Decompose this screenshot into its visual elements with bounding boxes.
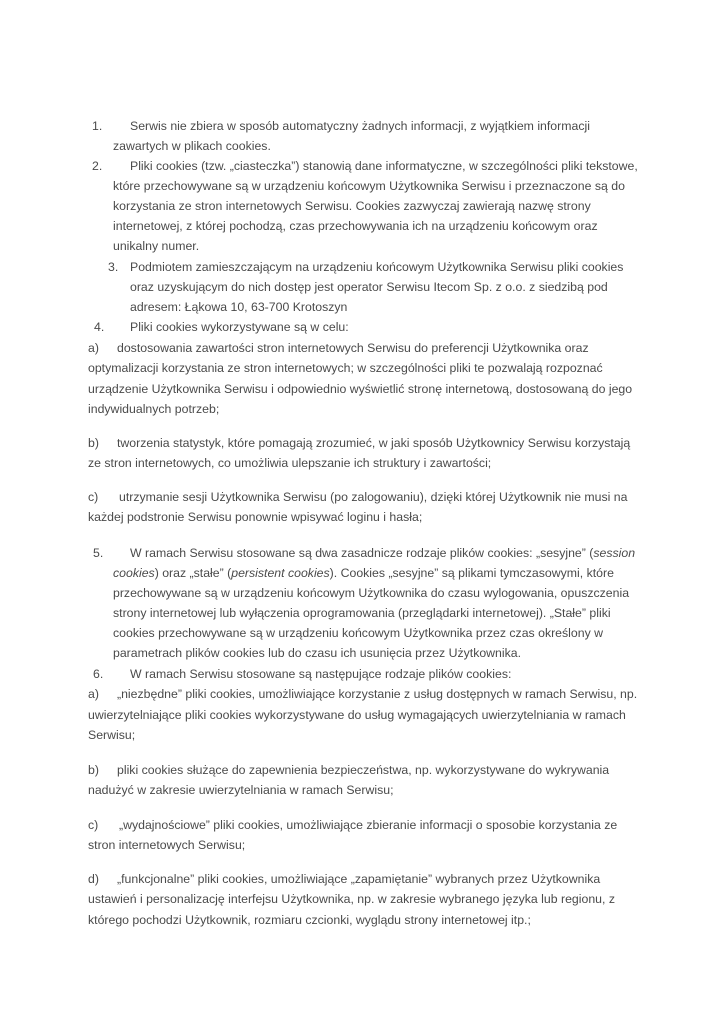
item-text-line: Pliki cookies wykorzystywane są w celu: [130,320,349,334]
item-number: 4. [94,320,105,334]
item-text-line: Podmiotem zamieszczającym na urządzeniu końcowym Użytkownika Serwisu pliki cookies [130,260,624,274]
list-text-line: uwierzytelniające pliki cookies wykorzystywane do usług wymagających uwierzytelniania w ramach [88,708,626,722]
list-text-line: optymalizacji korzystania ze stron internetowych; w szczególności pliki te pozwalają rozpoznać [88,361,603,375]
list-text-line: „wydajnościowe” pliki cookies, umożliwiające zbieranie informacji o sposobie korzystania ze [119,818,618,832]
list-text-line: ze stron internetowych, co umożliwia ulepszanie ich struktury i zawartości; [88,456,492,470]
list-text-line: „funkcjonalne” pliki cookies, umożliwiające „zapamiętanie” wybranych przez Użytkownika [117,872,601,886]
item-text-line: które przechowywane są w urządzeniu końcowym Użytkownika Serwisu i przeznaczone są do [113,179,625,193]
item-text-line: adresem: Łąkowa 10, 63-700 Krotoszyn [130,300,348,314]
list-text-line: którego pochodzi Użytkownik, rozmiaru czcionki, wyglądu strony internetowej itp.; [88,913,531,927]
list-label: a) [88,687,99,701]
list-label: a) [88,341,99,355]
item-text-line: przechowywane są w urządzeniu końcowym Użytkownika do czasu wylogowania, opuszczenia [113,586,630,600]
item-text-line: Serwis nie zbiera w sposób automatyczny żadnych informacji, z wyjątkiem informacji [130,119,590,133]
item-text-line: cookies) oraz „stałe” (persistent cookies). Cookies „sesyjne” są plikami tymczasowymi, które [113,566,614,580]
list-text-line: utrzymanie sesji Użytkownika Serwisu (po zalogowaniu), dzięki której Użytkownik nie musi na [119,490,628,504]
item-text-line: Pliki cookies (tzw. „ciasteczka”) stanowią dane informatyczne, w szczególności pliki tekstowe, [130,159,638,173]
list-text-line: Serwisu; [88,728,136,742]
list-label: c) [88,490,99,504]
list-text-line: nadużyć w zakresie uwierzytelniania w ramach Serwisu; [88,783,394,797]
list-text-line: urządzenie Użytkownika Serwisu i odpowiednio wyświetlić stronę internetową, dostosowaną do jego [88,382,633,396]
item-text-line: oraz uzyskującym do nich dostęp jest operator Serwisu Itecom Sp. z o.o. z siedzibą pod [130,280,608,294]
item-number: 3. [108,260,119,274]
list-text-line: ustawień i personalizację interfejsu Użytkownika, np. w zakresie wybranego języka lub regionu, z [88,892,615,906]
list-label: b) [88,763,99,777]
item-text-line: W ramach Serwisu stosowane są dwa zasadnicze rodzaje plików cookies: „sesyjne” (session [130,546,636,560]
list-label: d) [88,872,99,886]
list-text-line: indywidualnych potrzeb; [88,402,220,416]
list-label: b) [88,436,99,450]
item-number: 5. [93,546,104,560]
item-text-line: internetowej, z której pochodzą, czas przechowywania ich na urządzeniu końcowym oraz [113,219,598,233]
item-text-line: parametrach plików cookies lub do czasu ich usunięcia przez Użytkownika. [113,646,522,660]
list-label: c) [88,818,99,832]
item-text-line: W ramach Serwisu stosowane są następujące rodzaje plików cookies: [130,667,512,681]
item-text-line: korzystania ze stron internetowych Serwisu. Cookies zazwyczaj zawierają nazwę strony [113,199,591,213]
list-text-line: stron internetowych Serwisu; [88,838,246,852]
list-text-line: „niezbędne” pliki cookies, umożliwiające korzystanie z usług dostępnych w ramach Serwisu, np. [117,687,638,701]
list-text-line: pliki cookies służące do zapewnienia bezpieczeństwa, np. wykorzystywane do wykrywania [117,763,610,777]
list-text-line: dostosowania zawartości stron internetowych Serwisu do preferencji Użytkownika oraz [117,341,589,355]
list-text-line: tworzenia statystyk, które pomagają zrozumieć, w jaki sposób Użytkownicy Serwisu korzystają [117,436,631,450]
item-number: 6. [93,667,104,681]
item-text-line: strony internetowej lub wyłączenia oprogramowania (przeglądarki internetowej). „Stałe” pliki [113,606,611,620]
item-text-line: unikalny numer. [113,239,200,253]
item-number: 2. [92,159,103,173]
item-text-line: zawartych w plikach cookies. [113,139,271,153]
item-number: 1. [92,119,103,133]
item-text-line: cookies przechowywane są w urządzeniu końcowym Użytkownika przez czas określony w [113,626,604,640]
list-text-line: każdej podstronie Serwisu ponownie wpisywać loginu i hasła; [88,510,423,524]
